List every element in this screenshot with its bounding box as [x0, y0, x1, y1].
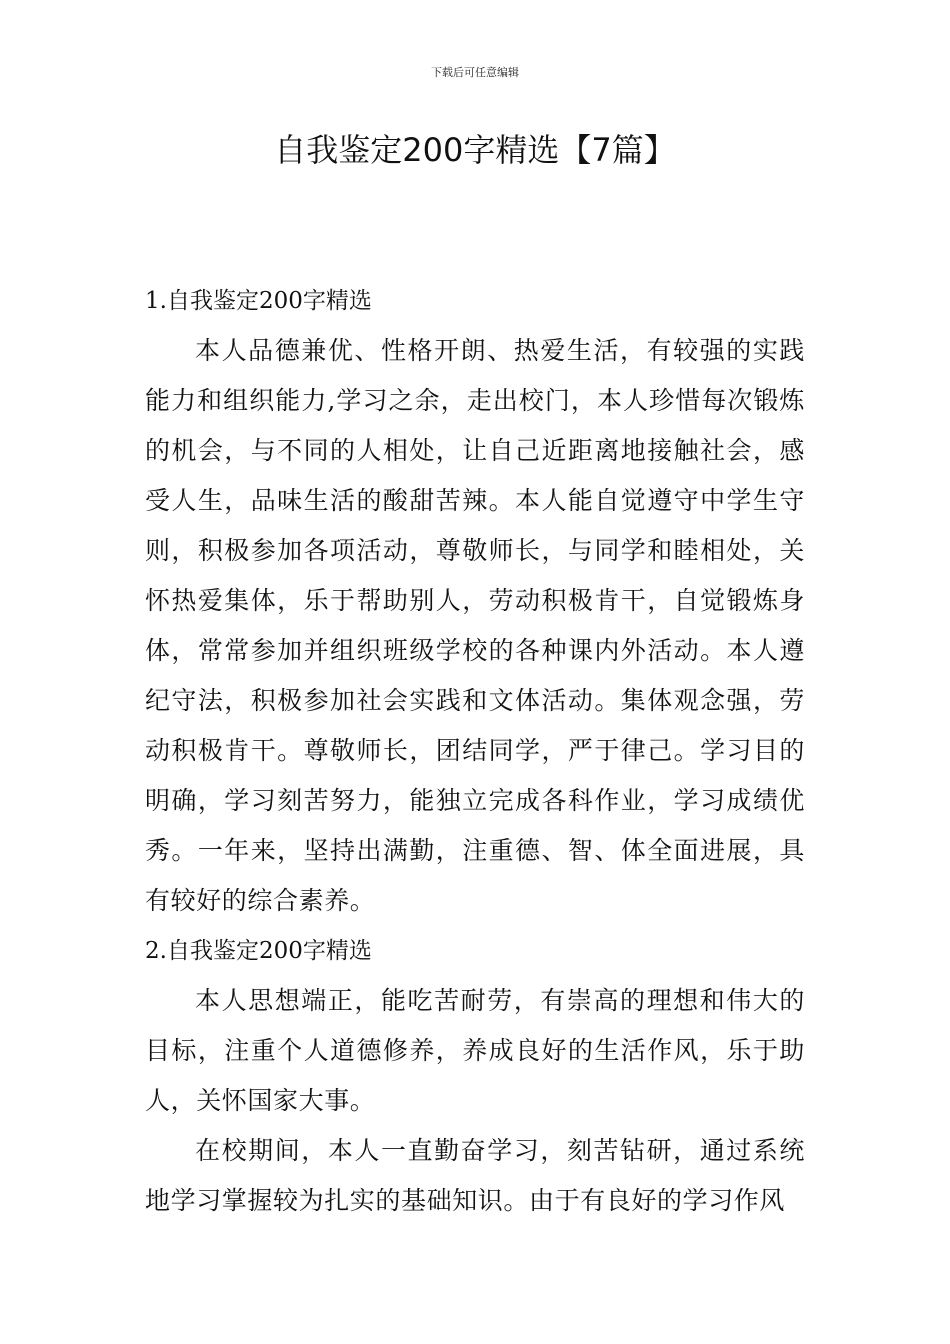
document-title: 自我鉴定200字精选【7篇】 — [274, 131, 676, 169]
section-heading: 1.自我鉴定200字精选 — [145, 288, 372, 314]
paragraph: 本人品德兼优、性格开朗、热爱生活，有较强的实践能力和组织能力,学习之余，走出校门，本人珍惜每次锻炼的机会，与不同的人相处，让自己近距离地接触社会，感受人生，品味生活的酸甜苦辣。本人能自觉遵守中学生守则，积极参加各项活动，尊敬师长，与同学和睦相处，关怀热爱集体，乐于帮助别人，劳动积极肯干，自觉锻炼身体，常常参加并组织班级学校的各种课内外活动。本人遵纪守法，积极参加社会实践和文体活动。集体观念强，劳动积极肯干。尊敬师长，团结同学，严于律己。学习目的明确，学习刻苦努力，能独立完成各科作业，学习成绩优秀。一年来，坚持出满勤，注重德、智、体全面进展，具有较好的综合素养。 — [145, 336, 805, 915]
paragraph: 本人思想端正，能吃苦耐劳，有崇高的理想和伟大的目标，注重个人道德修养，养成良好的生活作风，乐于助人，关怀国家大事。 — [145, 986, 805, 1115]
header-note: 下载后可任意编辑 — [431, 66, 519, 79]
paragraph: 在校期间，本人一直勤奋学习，刻苦钻研，通过系统地学习掌握较为扎实的基础知识。由于有良好的学习作风 — [145, 1136, 805, 1215]
section-2 — [145, 926, 805, 1226]
section-1 — [145, 276, 805, 926]
document-body — [145, 276, 805, 1226]
section-heading: 2.自我鉴定200字精选 — [145, 938, 372, 964]
